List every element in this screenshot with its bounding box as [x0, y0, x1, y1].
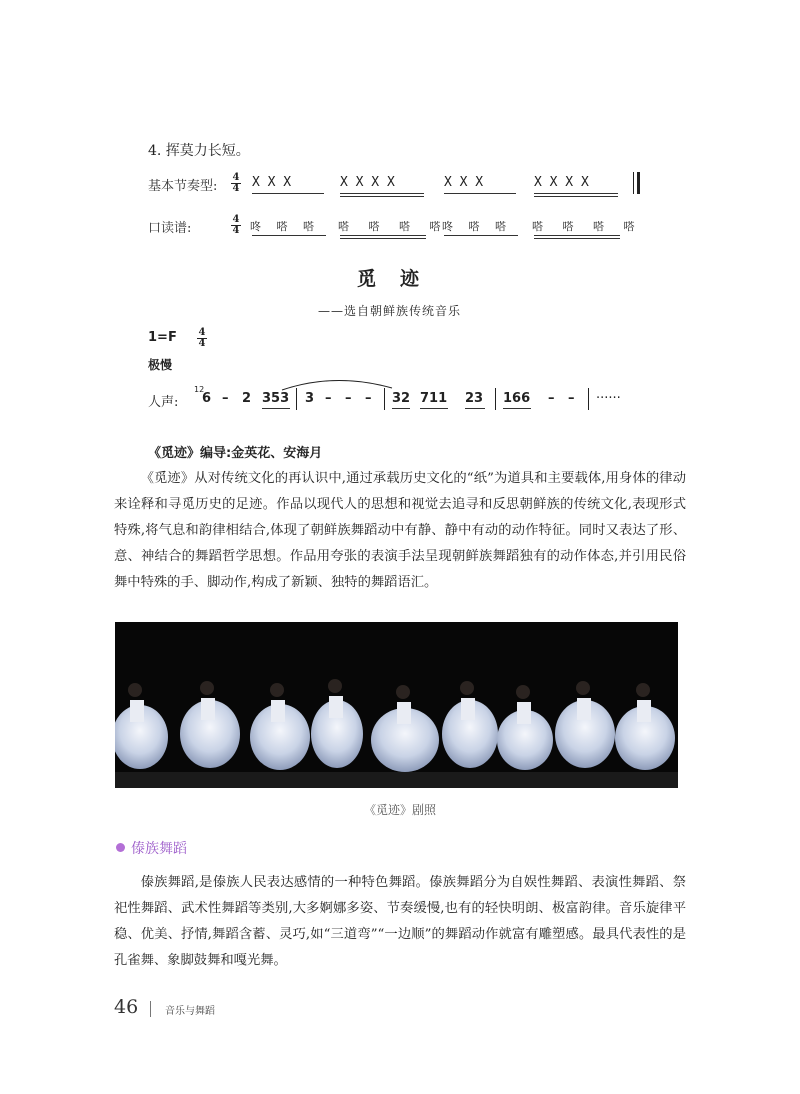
song-title: 觅迹: [356, 268, 443, 290]
credit-line: 《觅迹》编导:金英花、安海月: [148, 446, 323, 461]
song-key: 1=F: [148, 330, 177, 345]
dance-photo: [115, 622, 678, 788]
reading-beat: 咚 嗒 嗒: [442, 220, 512, 233]
note: –: [365, 391, 372, 406]
rhythm-beat: X X X X: [340, 175, 395, 190]
reading-label: 口读谱:: [148, 221, 192, 236]
footer-book-title: 音乐与舞蹈: [165, 1006, 215, 1017]
bullet-dot-icon: [116, 843, 125, 852]
note: 32: [392, 391, 411, 406]
barline: [495, 388, 496, 410]
barline: [384, 388, 385, 410]
reading-beat: 咚 嗒 嗒: [250, 220, 320, 233]
end-barline: [633, 172, 634, 194]
note: –: [222, 391, 229, 406]
note: 6: [202, 391, 212, 406]
continuation-dots: ······: [596, 391, 621, 406]
rhythm-beat: X X X: [444, 175, 484, 190]
section-title: 4. 挥莫力长短。: [148, 143, 250, 159]
note: 3: [305, 391, 315, 406]
time-signature: 4 4: [232, 172, 240, 194]
tie-arc: [280, 376, 395, 392]
subsection-title: 傣族舞蹈: [131, 841, 187, 857]
rhythm-beat: X X X X: [534, 175, 589, 190]
end-barline-thick: [637, 172, 640, 194]
note: 23: [465, 391, 484, 406]
note: –: [568, 391, 575, 406]
note: 353: [262, 391, 290, 406]
voice-label: 人声:: [148, 395, 179, 410]
barline: [588, 388, 589, 410]
time-signature: 4 4: [232, 214, 240, 236]
rhythm-beat: X X X: [252, 175, 292, 190]
reading-beat: 嗒 嗒 嗒 嗒: [338, 220, 449, 233]
rhythm-label: 基本节奏型:: [148, 179, 218, 194]
song-time-signature: 4 4: [198, 327, 206, 349]
note: –: [548, 391, 555, 406]
note: 2: [242, 391, 252, 406]
reading-beat: 嗒 嗒 嗒 嗒: [532, 220, 643, 233]
photo-caption: 《觅迹》剧照: [363, 803, 436, 817]
dai-paragraph: 傣族舞蹈,是傣族人民表达感情的一种特色舞蹈。傣族舞蹈分为自娱性舞蹈、表演性舞蹈、祭祀性舞蹈、武术性舞蹈等类别,大多婀娜多姿、节奏缓慢,也有的轻快明朗、极富韵律。音乐旋律平稳、优美、抒情,舞蹈含蓄、灵巧,如“三道弯”“一边顺”的舞蹈动作就富有雕塑感。最具代表性的是孔雀舞、象脚鼓舞和嘎光舞。: [114, 875, 686, 968]
song-subtitle: ——选自朝鲜族传统音乐: [318, 304, 462, 318]
note: –: [325, 391, 332, 406]
footer-divider: [150, 1001, 151, 1017]
grace-note: 12: [194, 385, 205, 394]
note: 166: [503, 391, 531, 406]
note: –: [345, 391, 352, 406]
note: 711: [420, 391, 448, 406]
song-tempo: 极慢: [148, 358, 173, 372]
intro-paragraph: 《觅迹》从对传统文化的再认识中,通过承载历史文化的“纸”为道具和主要载体,用身体的律动来诠释和寻觅历史的足迹。作品以现代人的思想和视觉去追寻和反思朝鲜族的传统文化,表现形式特殊,将气息和韵律相结合,体现了朝鲜族舞蹈动中有静、静中有动的动作特征。同时又表达了形、意、神结合的舞蹈哲学思想。作品用夸张的表演手法呈现朝鲜族舞蹈独有的动作体态,并引用民俗舞中特殊的手、脚动作,构成了新颖、独特的舞蹈语汇。: [114, 471, 686, 590]
page-number: 46: [114, 996, 139, 1018]
